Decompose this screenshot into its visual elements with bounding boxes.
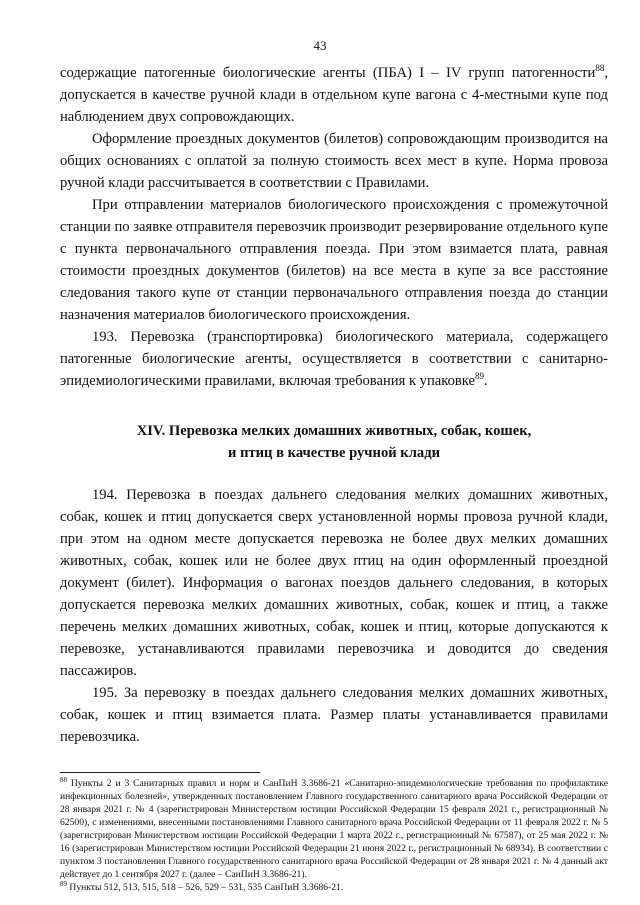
paragraph-text: , допускается в качестве ручной клади в отдельном купе вагона с 4-местными купе под наблюдением двух сопровождающих. xyxy=(60,65,608,125)
footnote-88 xyxy=(60,777,608,881)
section-heading xyxy=(60,420,608,464)
footnotes xyxy=(60,777,608,894)
paragraph-tickets: Оформление проездных документов (билетов) сопровождающим производится на общих основаниях с оплатой за полную стоимость всех мест в купе. Норма провоза ручной клади рассчитывается в соответствии с Правилами. xyxy=(60,131,608,191)
footnote-text: Пункты 512, 513, 515, 518 – 526, 529 – 531, 535 СанПиН 3.3686-21. xyxy=(67,882,344,893)
paragraph-195: 195. За перевозку в поездах дальнего следования мелких домашних животных, собак, кошек и птиц взимается плата. Размер платы устанавливается правилами перевозчика. xyxy=(60,685,608,745)
paragraph-continuation xyxy=(60,62,608,128)
page-number: 43 xyxy=(313,38,327,53)
footnote-text: Пункты 2 и 3 Санитарных правил и норм и СанПиН 3.3686-21 «Санитарно-эпидемиологические требования по профилактике инфекционных болезней», утвержденных постановлением Главного государственного санитарного врача Российской Федерации от 28 января 2021 г. № 4 (зарегистрирован Министерством юстиции Российской Федерации 15 февраля 2021 г., регистрационный № 62500), с изменениями, внесенными постановлениями Главного санитарного врача Российской Федерации от 11 февраля 2022 г. № 5 (зарегистрирован Министерством юстиции Российской Федерации 1 марта 2022 г., регистрационный № 67587), от 25 мая 2022 г. № 16 (зарегистрирован Министерством юстиции Российской Федерации 21 июня 2022 г., регистрационный № 68934). В соответствии с пунктом 3 постановления Главного государственного санитарного врача Российской Федерации от 28 января 2021 г. № 4 данный акт действует до 1 сентября 2027 г. (далее – СанПиН 3.3686-21). xyxy=(60,778,608,880)
footnote-89 xyxy=(60,881,608,894)
section-heading-line2: и птиц в качестве ручной клади xyxy=(228,445,440,461)
footnote-mark: 89 xyxy=(60,879,67,888)
document-body xyxy=(60,62,608,894)
footnote-divider xyxy=(60,772,260,773)
section-heading-line1: XIV. Перевозка мелких домашних животных, собак, кошек, xyxy=(136,423,532,439)
paragraph-text: содержащие патогенные биологические агенты (ПБА) I – IV групп патогенности xyxy=(60,65,596,81)
paragraph-text: . xyxy=(484,373,488,389)
paragraph-dispatch: При отправлении материалов биологического происхождения с промежуточной станции по заявке отправителя перевозчик производит резервирование отдельного купе с пункта первоначального отправления поезда. При этом взимается плата, равная стоимости проездных документов (билетов) на все места в купе за все расстояние следования такого купе от станции первоначального отправления поезда до станции назначения материалов биологического происхождения. xyxy=(60,197,608,323)
paragraph-text: 193. Перевозка (транспортировка) биологического материала, содержащего патогенные биологические агенты, осуществляется в соответствии с санитарно-эпидемиологическими правилами, включая требования к упаковке xyxy=(60,329,608,389)
paragraph-194: 194. Перевозка в поездах дальнего следования мелких домашних животных, собак, кошек и птиц допускается сверх установленной нормы провоза ручной клади, при этом на одном месте допускается перевозка не более двух мелких домашних животных, собак, кошек или не более двух птиц на один оформленный проездной документ (билет). Информация о вагонах поездов дальнего следования, в которых допускается перевозка мелких домашних животных, собак, кошек и птиц, а также перечень мелких домашних животных, собак, кошек и птиц, которые допускаются к перевозке, устанавливаются правилами перевозчика и доводится до сведения пассажиров. xyxy=(60,487,608,679)
footnote-ref-89[interactable]: 89 xyxy=(475,371,485,382)
footnote-mark: 88 xyxy=(60,775,67,784)
footnote-ref-88[interactable]: 88 xyxy=(595,63,605,74)
paragraph-193 xyxy=(60,326,608,392)
